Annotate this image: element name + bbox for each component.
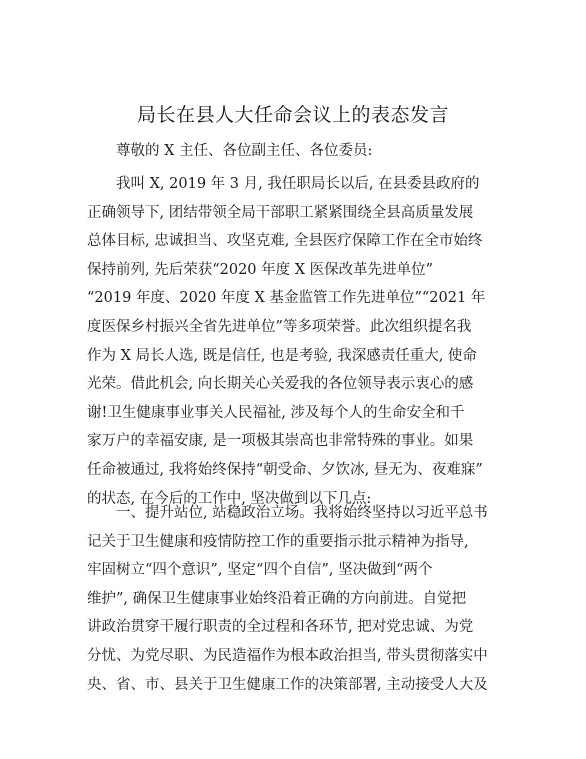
- paragraph-1-line: 总体目标, 忠诚担当、攻坚克难, 全县医疗保障工作在全市始终: [87, 233, 483, 250]
- salutation: 尊敬的 X 主任、各位副主任、各位委员:: [116, 143, 373, 159]
- paragraph-1-line: “2019 年度、2020 年度 X 基金监管工作先进单位”“2021 年: [87, 290, 486, 307]
- paragraph-1-line: 光荣。借此机会, 向长期关心关爱我的各位领导表示衷心的感: [87, 376, 474, 393]
- document-title: 局长在县人大任命会议上的表态发言: [136, 104, 449, 126]
- paragraph-1-line: 谢!卫生健康事业事关人民福祉, 涉及每个人的生命安全和千: [87, 404, 465, 421]
- paragraph-1-line: 度医保乡村振兴全省先进单位”等多项荣誉。此次组织提名我: [87, 318, 472, 335]
- paragraph-2: [87, 499, 499, 699]
- paragraph-1-line: 保持前列, 先后荣获“2020 年度 X 医保改革先进单位”: [87, 261, 434, 278]
- paragraph-2-line: 牢固树立“四个意识”, 坚定“四个自信”, 坚决做到“两个: [87, 562, 433, 579]
- paragraph-2-line: 维护”, 确保卫生健康事业始终沿着正确的方向前进。自觉把: [87, 590, 467, 607]
- paragraph-2-line: 央、省、市、县关于卫生健康工作的决策部署, 主动接受人大及: [87, 676, 488, 693]
- paragraph-1: [87, 170, 499, 513]
- paragraph-1-line: 的状态, 在今后的工作中, 坚决做到以下几点:: [87, 490, 372, 507]
- paragraph-1-line: 任命被通过, 我将始终保持“朝受命、夕饮冰, 昼无为、夜难寐”: [87, 461, 483, 478]
- paragraph-1-line: 作为 X 局长人选, 既是信任, 也是考验, 我深感责任重大, 使命: [87, 347, 477, 364]
- paragraph-2-line: 记关于卫生健康和疫情防控工作的重要指示批示精神为指导,: [87, 533, 469, 550]
- paragraph-1-line: 正确领导下, 团结带领全局干部职工紧紧围绕全县高质量发展: [87, 204, 474, 221]
- paragraph-2-line: 一、提升站位, 站稳政治立场。我将始终坚持以习近平总书: [116, 505, 488, 521]
- paragraph-1-line: 我叫 X, 2019 年 3 月, 我任职局长以后, 在县委县政府的: [116, 176, 480, 192]
- paragraph-1-line: 家万户的幸福安康, 是一项极其崇高也非常特殊的事业。如果: [87, 433, 474, 450]
- paragraph-2-line: 讲政治贯穿干履行职责的全过程和各环节, 把对党忠诚、为党: [87, 619, 474, 636]
- paragraph-2-line: 分忧、为党尽职、为民造福作为根本政治担当, 带头贯彻落实中: [87, 647, 488, 664]
- salutation-block: [87, 137, 499, 166]
